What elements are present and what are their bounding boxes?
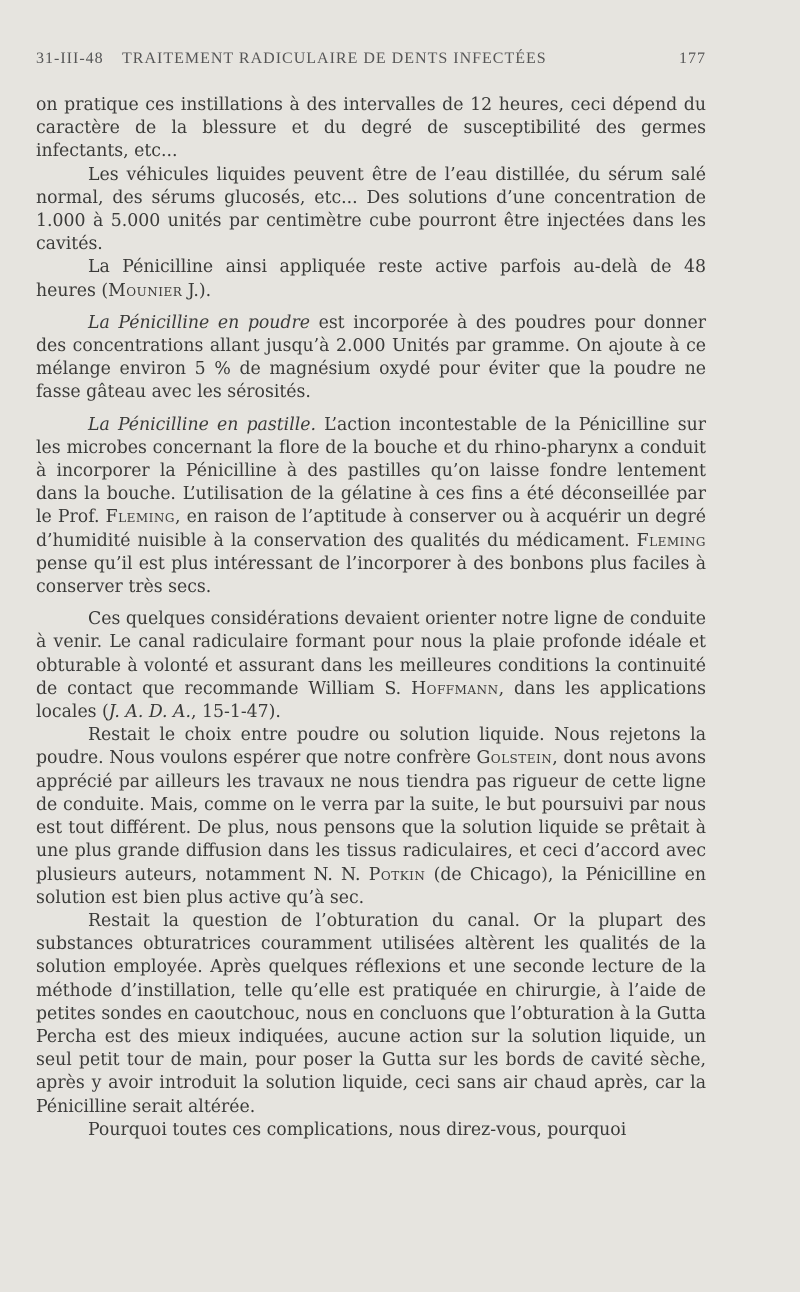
header-title: TRAITEMENT RADICULAIRE DE DENTS INFECTÉES xyxy=(122,50,547,67)
paragraph: Pourquoi toutes ces complications, nous direz-vous, pourquoi xyxy=(88,1119,627,1140)
paragraph xyxy=(36,312,706,405)
page-number: 177 xyxy=(679,50,706,67)
paragraph: Restait la question de l’obturation du canal. Or la plupart des substances obturatrices couramment utilisées altèrent les qualités de la solution employée. Après quelques réflexions et une seconde lecture de la méthode d’instillation, telle qu’elle est pratiquée en chirurgie, à l’aide de petites sondes en caoutchouc, nous en concluons que l’obturation à la Gutta Percha est des mieux indiquées, aucune action sur la solution liquide, un seul petit tour de main, pour poser la Gutta sur les bords de cavité sèche, après y avoir introduit la solution liquide, ceci sans air chaud après, car la Pénicilline serait altérée. xyxy=(36,910,706,1117)
text-run: (de Chicago), la Pénicilline en solution est bien plus active qu’à sec. xyxy=(36,864,706,908)
body-text xyxy=(36,94,706,1142)
text-run: pense qu’il est plus intéressant de l’incorporer à des bonbons plus faciles à conserver très secs. xyxy=(36,553,706,598)
text-run: Restait le choix entre poudre ou solution liquide. Nous rejetons la poudre. Nous voulons espérer que notre confrère xyxy=(36,725,706,769)
paragraph xyxy=(36,724,706,910)
author-name: Mounier xyxy=(108,280,183,301)
text-run: , dans les applications locales ( xyxy=(36,678,707,723)
text-run: , dont nous avons apprécié par ailleurs les travaux ne nous tiendra pas rigueur de cette ligne de conduite. Mais, comme on le verra par la suite, le but poursuivi par nous est tout différent. De plus, nous pensons que la solution liquide se prêtait à une plus grande diffusion dans les tissus radiculaires, et ceci d’accord avec plusieurs auteurs, notamment N. N. xyxy=(36,748,707,885)
text-run: La Pénicilline ainsi appliquée reste active parfois au-delà de 48 heures ( xyxy=(36,257,706,301)
text-run: L’action incontestable de la Pénicilline sur les microbes concernant la flore de la bouche et du rhino-pharynx a conduit à incorporer la Pénicilline à des pastilles qu’on laisse fondre lentement dans la bouche. L’utilisation de la gélatine à ces fins a été déconseillée par le Prof. xyxy=(36,414,706,528)
paragraph xyxy=(36,414,706,600)
header-date: 31-III-48 xyxy=(36,50,104,67)
paragraph: Les véhicules liquides peuvent être de l’eau distillée, du sérum salé normal, des sérums glucosés, etc... Des solutions d’une concentration de 1.000 à 5.000 unités par centimètre cube pourront être injectées dans les cavités. xyxy=(36,164,706,255)
paragraph xyxy=(36,608,706,724)
text-run: Ces quelques considérations devaient orienter notre ligne de conduite à venir. Le canal radiculaire formant pour nous la plaie profonde idéale et obturable à volonté et assurant dans les meilleures conditions la continuité de contact que recommande William S. xyxy=(36,609,706,699)
section-title: La Pénicilline en pastille. xyxy=(88,414,316,435)
running-header xyxy=(36,50,706,72)
text-run: est incorporée à des poudres pour donner des concentrations allant jusqu’à 2.000 Unités par gramme. On ajoute à ce mélange environ 5 % de magnésium oxydé pour éviter que la poudre ne fasse gâteau avec les sérosités. xyxy=(36,312,706,403)
author-name: Potkin xyxy=(368,864,426,885)
text-run: , en raison de l’aptitude à conserver ou à acquérir un degré d’humidité nuisible à la conservation des qualités du médicament. xyxy=(36,507,706,551)
author-name: Golstein xyxy=(476,748,553,769)
author-name: Fleming xyxy=(105,507,175,528)
text-run: J.). xyxy=(182,280,212,301)
journal-name: J. A. D. A. xyxy=(108,702,192,723)
text-run: , 15-1-47). xyxy=(191,702,281,723)
section-title: La Pénicilline en poudre xyxy=(88,312,310,333)
author-name: Hoffmann xyxy=(411,678,499,699)
paragraph xyxy=(36,256,706,302)
paragraph: on pratique ces instillations à des intervalles de 12 heures, ceci dépend du caractère de la blessure et du degré de susceptibilité des germes infectants, etc... xyxy=(36,95,706,162)
author-name: Fleming xyxy=(636,530,706,551)
